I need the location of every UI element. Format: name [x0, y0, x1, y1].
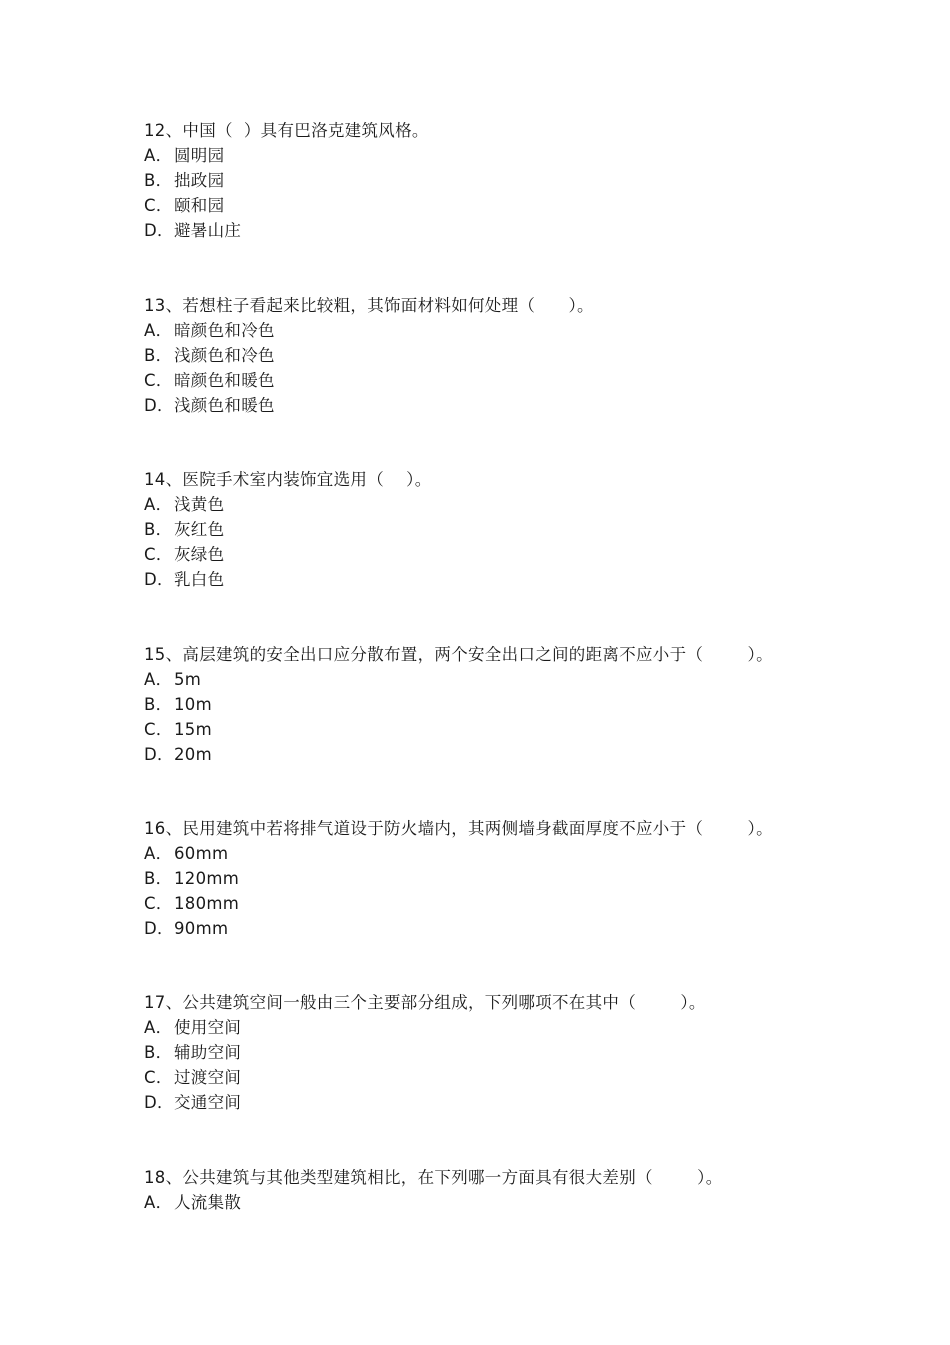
option-text: 灰红色 — [174, 520, 225, 539]
option-d — [144, 1090, 844, 1115]
option-d — [144, 916, 844, 941]
option-letter: B． — [144, 869, 173, 888]
question-18 — [144, 1165, 844, 1215]
option-letter: B． — [144, 171, 173, 190]
question-16 — [144, 816, 844, 941]
option-letter: D． — [144, 221, 174, 240]
option-b — [144, 168, 844, 193]
question-stem: 18、公共建筑与其他类型建筑相比，在下列哪一方面具有很大差别（ ）。 — [144, 1168, 723, 1187]
question-stem: 15、高层建筑的安全出口应分散布置，两个安全出口之间的距离不应小于（ ）。 — [144, 645, 773, 664]
option-letter: B． — [144, 695, 173, 714]
option-c — [144, 542, 844, 567]
option-b — [144, 517, 844, 542]
option-text: 辅助空间 — [174, 1043, 242, 1062]
option-letter: A． — [144, 146, 173, 165]
option-text: 避暑山庄 — [174, 221, 242, 240]
option-b — [144, 866, 844, 891]
option-a — [144, 1015, 844, 1040]
option-text: 浅颜色和冷色 — [174, 346, 275, 365]
question-stem: 12、中国（ ）具有巴洛克建筑风格。 — [144, 121, 429, 140]
option-letter: A． — [144, 495, 173, 514]
option-letter: A． — [144, 1018, 173, 1037]
option-letter: C． — [144, 545, 173, 564]
option-b — [144, 343, 844, 368]
option-text: 浅黄色 — [174, 495, 225, 514]
option-letter: C． — [144, 371, 173, 390]
option-text: 20m — [174, 745, 212, 764]
option-a — [144, 318, 844, 343]
option-text: 灰绿色 — [174, 545, 225, 564]
option-c — [144, 891, 844, 916]
option-c — [144, 368, 844, 393]
option-text: 过渡空间 — [174, 1068, 242, 1087]
option-text: 180mm — [174, 894, 240, 913]
option-b — [144, 1040, 844, 1065]
question-13 — [144, 293, 844, 418]
option-letter: B． — [144, 520, 173, 539]
option-a — [144, 667, 844, 692]
option-letter: C． — [144, 1068, 173, 1087]
option-letter: D． — [144, 1093, 174, 1112]
option-letter: D． — [144, 570, 174, 589]
option-letter: C． — [144, 720, 173, 739]
option-text: 5m — [174, 670, 202, 689]
option-a — [144, 841, 844, 866]
question-stem: 13、若想柱子看起来比较粗，其饰面材料如何处理（ ）。 — [144, 296, 594, 315]
option-letter: D． — [144, 396, 174, 415]
option-text: 浅颜色和暖色 — [174, 396, 275, 415]
option-text: 120mm — [174, 869, 240, 888]
option-text: 60mm — [174, 844, 229, 863]
option-text: 10m — [174, 695, 212, 714]
option-c — [144, 193, 844, 218]
option-letter: C． — [144, 196, 173, 215]
option-b — [144, 692, 844, 717]
option-letter: A． — [144, 670, 173, 689]
option-text: 暗颜色和暖色 — [174, 371, 275, 390]
option-letter: D． — [144, 919, 174, 938]
question-17 — [144, 990, 844, 1115]
option-letter: A． — [144, 321, 173, 340]
option-letter: B． — [144, 346, 173, 365]
option-text: 圆明园 — [174, 146, 225, 165]
question-14 — [144, 467, 844, 592]
option-letter: A． — [144, 844, 173, 863]
option-letter: C． — [144, 894, 173, 913]
option-letter: A． — [144, 1193, 173, 1212]
option-text: 暗颜色和冷色 — [174, 321, 275, 340]
question-stem: 16、民用建筑中若将排气道设于防火墙内，其两侧墙身截面厚度不应小于（ ）。 — [144, 819, 773, 838]
option-text: 15m — [174, 720, 212, 739]
option-letter: B． — [144, 1043, 173, 1062]
option-d — [144, 393, 844, 418]
option-letter: D． — [144, 745, 174, 764]
option-text: 交通空间 — [174, 1093, 242, 1112]
option-text: 90mm — [174, 919, 229, 938]
option-a — [144, 143, 844, 168]
option-a — [144, 492, 844, 517]
option-text: 乳白色 — [174, 570, 225, 589]
question-15 — [144, 642, 844, 767]
question-stem: 14、医院手术室内装饰宜选用（ ）。 — [144, 470, 432, 489]
option-d — [144, 567, 844, 592]
question-12 — [144, 118, 844, 243]
option-text: 颐和园 — [174, 196, 225, 215]
option-c — [144, 1065, 844, 1090]
option-a — [144, 1190, 844, 1215]
option-text: 使用空间 — [174, 1018, 242, 1037]
option-d — [144, 742, 844, 767]
option-c — [144, 717, 844, 742]
question-stem: 17、公共建筑空间一般由三个主要部分组成，下列哪项不在其中（ ）。 — [144, 993, 706, 1012]
option-d — [144, 218, 844, 243]
option-text: 拙政园 — [174, 171, 225, 190]
option-text: 人流集散 — [174, 1193, 242, 1212]
